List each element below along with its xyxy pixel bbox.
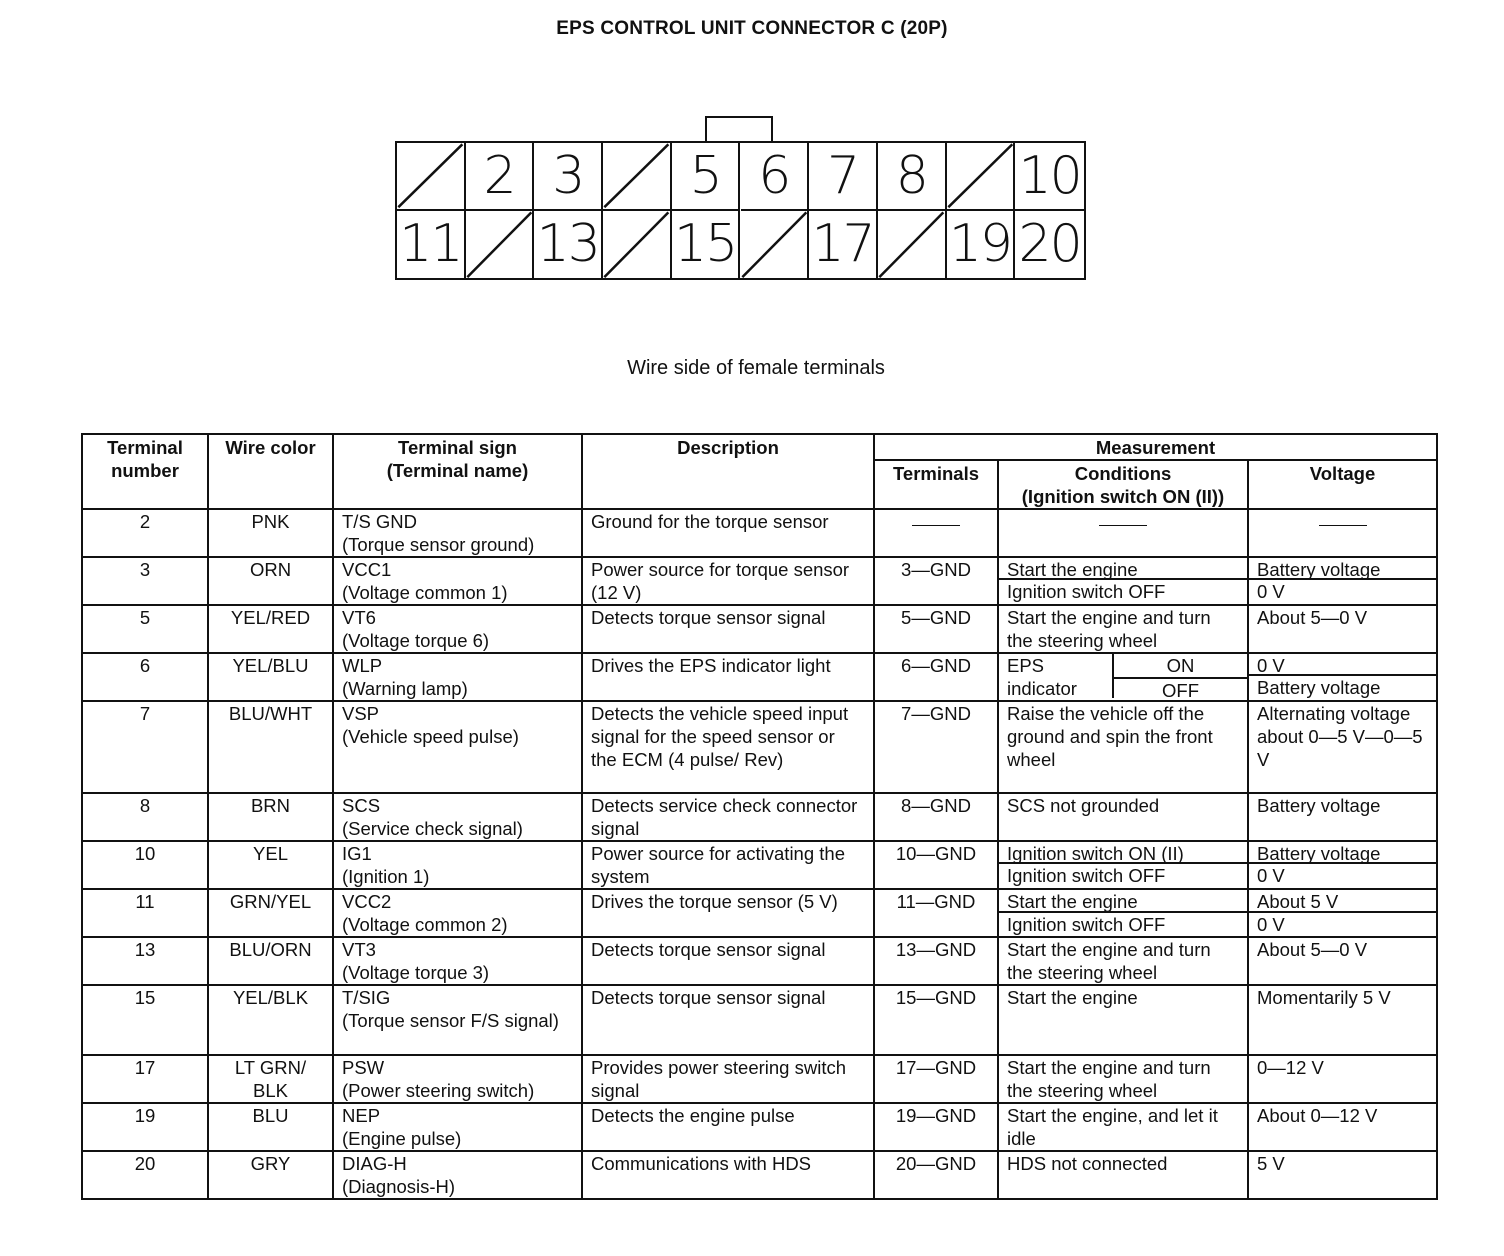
terminal-sign: VT6: [342, 607, 376, 628]
voltage-value: Battery voltage: [1257, 677, 1381, 698]
terminal-cavity-6: 6: [741, 143, 810, 211]
connector-caption: Wire side of female terminals: [627, 357, 885, 379]
terminal-sign: VCC2: [342, 891, 392, 912]
measurement-terminals-cell: 17—GND: [874, 1055, 998, 1103]
terminal-name: (Warning lamp): [342, 678, 468, 699]
terminal-number-cell: 13: [82, 937, 208, 985]
measurement-terminals-cell: 13—GND: [874, 937, 998, 985]
wire-color-cell: YEL/RED: [208, 605, 333, 653]
table-row: [82, 1055, 1437, 1103]
terminal-sign-cell: [333, 557, 582, 605]
description-cell: Detects torque sensor signal: [582, 985, 874, 1055]
terminal-sign-cell: [333, 937, 582, 985]
measurement-terminals-cell: 7—GND: [874, 701, 998, 793]
terminal-name: (Diagnosis-H): [342, 1176, 456, 1197]
condition-value: Ignition switch OFF: [1007, 865, 1166, 886]
measurement-terminals-cell: 15—GND: [874, 985, 998, 1055]
measurement-conditions-cell: Start the engine and turn the steering wheel: [998, 1055, 1248, 1103]
measurement-conditions-cell: HDS not connected: [998, 1151, 1248, 1199]
measurement-voltage-cell: 5 V: [1248, 1151, 1437, 1199]
terminal-name: (Engine pulse): [342, 1128, 462, 1149]
measurement-voltage-cell: [1248, 889, 1437, 937]
terminal-number-cell: 5: [82, 605, 208, 653]
measurement-conditions-cell: Raise the vehicle off the ground and spin the front wheel: [998, 701, 1248, 793]
table-row: [82, 653, 1437, 701]
terminal-sign-cell: [333, 889, 582, 937]
terminal-name: (Voltage common 1): [342, 582, 508, 603]
eps-indicator-state: ON: [1114, 654, 1247, 679]
empty-terminal-cavity: [603, 143, 672, 211]
not-applicable-dash: [912, 525, 960, 526]
description-cell: Drives the torque sensor (5 V): [582, 889, 874, 937]
condition-value: Start the engine: [999, 558, 1247, 580]
terminal-number-cell: 3: [82, 557, 208, 605]
terminal-name: (Voltage torque 6): [342, 630, 490, 651]
eps-indicator-label: EPS indicator: [999, 654, 1114, 698]
terminal-table: [81, 433, 1438, 1200]
description-cell: Detects the engine pulse: [582, 1103, 874, 1151]
description-cell: Detects service check connector signal: [582, 793, 874, 841]
measurement-terminals-cell: 10—GND: [874, 841, 998, 889]
terminal-name: (Torque sensor F/S signal): [342, 1010, 559, 1031]
empty-terminal-cavity: [878, 211, 947, 279]
description-cell: Power source for activating the system: [582, 841, 874, 889]
table-row: [82, 889, 1437, 937]
table-row: [82, 793, 1437, 841]
not-applicable-dash: [1099, 525, 1147, 526]
condition-value: Ignition switch OFF: [1007, 581, 1166, 602]
voltage-value: 0 V: [1257, 581, 1285, 602]
measurement-terminals-cell: 11—GND: [874, 889, 998, 937]
terminal-name: (Power steering switch): [342, 1080, 535, 1101]
terminal-sign-cell: [333, 653, 582, 701]
terminal-sign: T/S GND: [342, 511, 418, 532]
description-cell: Communications with HDS: [582, 1151, 874, 1199]
wire-color-cell: GRY: [208, 1151, 333, 1199]
voltage-value: Battery voltage: [1249, 558, 1436, 580]
terminal-name: (Service check signal): [342, 818, 523, 839]
measurement-voltage-cell: Alternating voltage about 0—5 V—0—5 V: [1248, 701, 1437, 793]
terminal-cavity-17: 17: [809, 211, 878, 279]
measurement-voltage-cell: [1248, 841, 1437, 889]
measurement-terminals-cell: 19—GND: [874, 1103, 998, 1151]
table-row: [82, 509, 1437, 557]
measurement-voltage-cell: [1248, 653, 1437, 701]
table-row: [82, 605, 1437, 653]
header-wire-color: Wire color: [208, 434, 333, 509]
terminal-sign: WLP: [342, 655, 383, 676]
terminal-number-cell: 10: [82, 841, 208, 889]
empty-terminal-cavity: [466, 211, 535, 279]
measurement-conditions-cell: [998, 509, 1248, 557]
description-cell: Detects the vehicle speed input signal for the speed sensor or the ECM (4 pulse/ Rev): [582, 701, 874, 793]
wire-color-cell: LT GRN/ BLK: [208, 1055, 333, 1103]
table-row: [82, 841, 1437, 889]
header-terminal-name-label: (Terminal name): [386, 460, 529, 481]
terminal-sign-cell: [333, 1151, 582, 1199]
header-terminal-number: Terminal number: [82, 434, 208, 509]
connector-lock-tab: [705, 116, 773, 142]
empty-terminal-cavity: [741, 211, 810, 279]
terminal-sign-cell: [333, 701, 582, 793]
terminal-number-cell: 11: [82, 889, 208, 937]
terminal-cavity-13: 13: [534, 211, 603, 279]
measurement-conditions-cell: Start the engine and turn the steering wheel: [998, 937, 1248, 985]
terminal-cavity-10: 10: [1015, 143, 1084, 211]
terminal-number-cell: 6: [82, 653, 208, 701]
measurement-voltage-cell: [1248, 557, 1437, 605]
header-description: Description: [582, 434, 874, 509]
measurement-voltage-cell: About 5—0 V: [1248, 605, 1437, 653]
terminal-sign-cell: [333, 605, 582, 653]
header-terminal-sign-label: Terminal sign: [398, 437, 517, 458]
measurement-voltage-cell: Momentarily 5 V: [1248, 985, 1437, 1055]
not-applicable-dash: [1319, 525, 1367, 526]
table-row: [82, 1151, 1437, 1199]
terminal-sign: VT3: [342, 939, 376, 960]
terminal-sign-cell: [333, 793, 582, 841]
terminal-sign: IG1: [342, 843, 372, 864]
header-measurement-label: Measurement: [1095, 437, 1216, 458]
measurement-voltage-cell: About 5—0 V: [1248, 937, 1437, 985]
description-cell: Ground for the torque sensor: [582, 509, 874, 557]
terminal-sign: SCS: [342, 795, 381, 816]
terminal-name: (Voltage common 2): [342, 914, 508, 935]
measurement-terminals-cell: 5—GND: [874, 605, 998, 653]
page-title: EPS CONTROL UNIT CONNECTOR C (20P): [556, 18, 948, 39]
eps-indicator-state: OFF: [1162, 680, 1199, 701]
table-row: [82, 1103, 1437, 1151]
measurement-conditions-cell: [998, 653, 1248, 701]
empty-terminal-cavity: [947, 143, 1016, 211]
wire-color-cell: YEL/BLK: [208, 985, 333, 1055]
terminal-number-cell: 2: [82, 509, 208, 557]
header-conditions-sub: (Ignition switch ON (II)): [1021, 486, 1225, 507]
empty-terminal-cavity: [603, 211, 672, 279]
measurement-conditions-cell: Start the engine: [998, 985, 1248, 1055]
terminal-sign: DIAG-H: [342, 1153, 407, 1174]
header-terminals: Terminals: [874, 460, 998, 509]
terminal-sign: VSP: [342, 703, 380, 724]
measurement-voltage-cell: Battery voltage: [1248, 793, 1437, 841]
terminal-sign: T/SIG: [342, 987, 391, 1008]
voltage-value: 0 V: [1257, 913, 1285, 935]
wire-color-cell: BLU/WHT: [208, 701, 333, 793]
measurement-voltage-cell: 0—12 V: [1248, 1055, 1437, 1103]
condition-value: Start the engine: [999, 890, 1247, 913]
description-cell: Detects torque sensor signal: [582, 605, 874, 653]
terminal-name: (Vehicle speed pulse): [342, 726, 519, 747]
empty-terminal-cavity: [397, 143, 466, 211]
header-voltage: Voltage: [1248, 460, 1437, 509]
table-row: [82, 557, 1437, 605]
measurement-conditions-cell: Start the engine and turn the steering wheel: [998, 605, 1248, 653]
voltage-value: 0 V: [1257, 865, 1285, 886]
terminal-number-cell: 19: [82, 1103, 208, 1151]
table-row: [82, 985, 1437, 1055]
connector-diagram: [395, 141, 1086, 280]
terminal-sign: PSW: [342, 1057, 385, 1078]
measurement-terminals-cell: 20—GND: [874, 1151, 998, 1199]
header-conditions: [998, 460, 1248, 509]
terminal-name: (Torque sensor ground): [342, 534, 535, 555]
terminal-number-cell: 7: [82, 701, 208, 793]
measurement-terminals-cell: [874, 509, 998, 557]
terminal-cavity-15: 15: [672, 211, 741, 279]
description-cell: Drives the EPS indicator light: [582, 653, 874, 701]
voltage-value: About 5 V: [1249, 890, 1436, 913]
terminal-cavity-2: 2: [466, 143, 535, 211]
measurement-conditions-cell: [998, 841, 1248, 889]
terminal-number-cell: 15: [82, 985, 208, 1055]
terminal-name: (Voltage torque 3): [342, 962, 490, 983]
terminal-sign: NEP: [342, 1105, 381, 1126]
measurement-voltage-cell: [1248, 509, 1437, 557]
wire-color-cell: YEL: [208, 841, 333, 889]
condition-value: Ignition switch ON (II): [999, 842, 1247, 864]
wire-color-cell: BLU/ORN: [208, 937, 333, 985]
measurement-terminals-cell: 3—GND: [874, 557, 998, 605]
terminal-cavity-19: 19: [947, 211, 1016, 279]
measurement-conditions-cell: SCS not grounded: [998, 793, 1248, 841]
terminal-sign-cell: [333, 841, 582, 889]
wire-color-cell: ORN: [208, 557, 333, 605]
terminal-number-cell: 20: [82, 1151, 208, 1199]
table-row: [82, 937, 1437, 985]
terminal-cavity-20: 20: [1018, 214, 1081, 275]
wire-color-cell: YEL/BLU: [208, 653, 333, 701]
terminal-cavity-8: 8: [878, 143, 947, 211]
description-cell: Detects torque sensor signal: [582, 937, 874, 985]
header-conditions-label: Conditions: [1074, 463, 1172, 484]
header-terminal-sign: [333, 434, 582, 509]
description-cell: Power source for torque sensor (12 V): [582, 557, 874, 605]
voltage-value: Battery voltage: [1249, 842, 1436, 864]
measurement-terminals-cell: 6—GND: [874, 653, 998, 701]
terminal-name: (Ignition 1): [342, 866, 430, 887]
terminal-number-cell: 17: [82, 1055, 208, 1103]
voltage-value: 0 V: [1249, 654, 1436, 676]
measurement-voltage-cell: About 0—12 V: [1248, 1103, 1437, 1151]
wire-color-cell: BLU: [208, 1103, 333, 1151]
table-row: [82, 701, 1437, 793]
measurement-conditions-cell: Start the engine, and let it idle: [998, 1103, 1248, 1151]
terminal-cavity-7: 7: [809, 143, 878, 211]
wire-color-cell: BRN: [208, 793, 333, 841]
terminal-cavity-5: 5: [672, 143, 741, 211]
terminal-sign-cell: [333, 1055, 582, 1103]
description-cell: Provides power steering switch signal: [582, 1055, 874, 1103]
terminal-sign: VCC1: [342, 559, 392, 580]
wire-color-cell: GRN/YEL: [208, 889, 333, 937]
measurement-conditions-cell: [998, 557, 1248, 605]
terminal-sign-cell: [333, 1103, 582, 1151]
terminal-cavity-11: 11: [397, 211, 466, 279]
terminal-sign-cell: [333, 985, 582, 1055]
terminal-number-cell: 8: [82, 793, 208, 841]
terminal-sign-cell: [333, 509, 582, 557]
terminal-cavity-3: 3: [534, 143, 603, 211]
measurement-terminals-cell: 8—GND: [874, 793, 998, 841]
wire-color-cell: PNK: [208, 509, 333, 557]
header-measurement: [874, 434, 1437, 460]
condition-value: Ignition switch OFF: [1007, 913, 1166, 935]
measurement-conditions-cell: [998, 889, 1248, 937]
